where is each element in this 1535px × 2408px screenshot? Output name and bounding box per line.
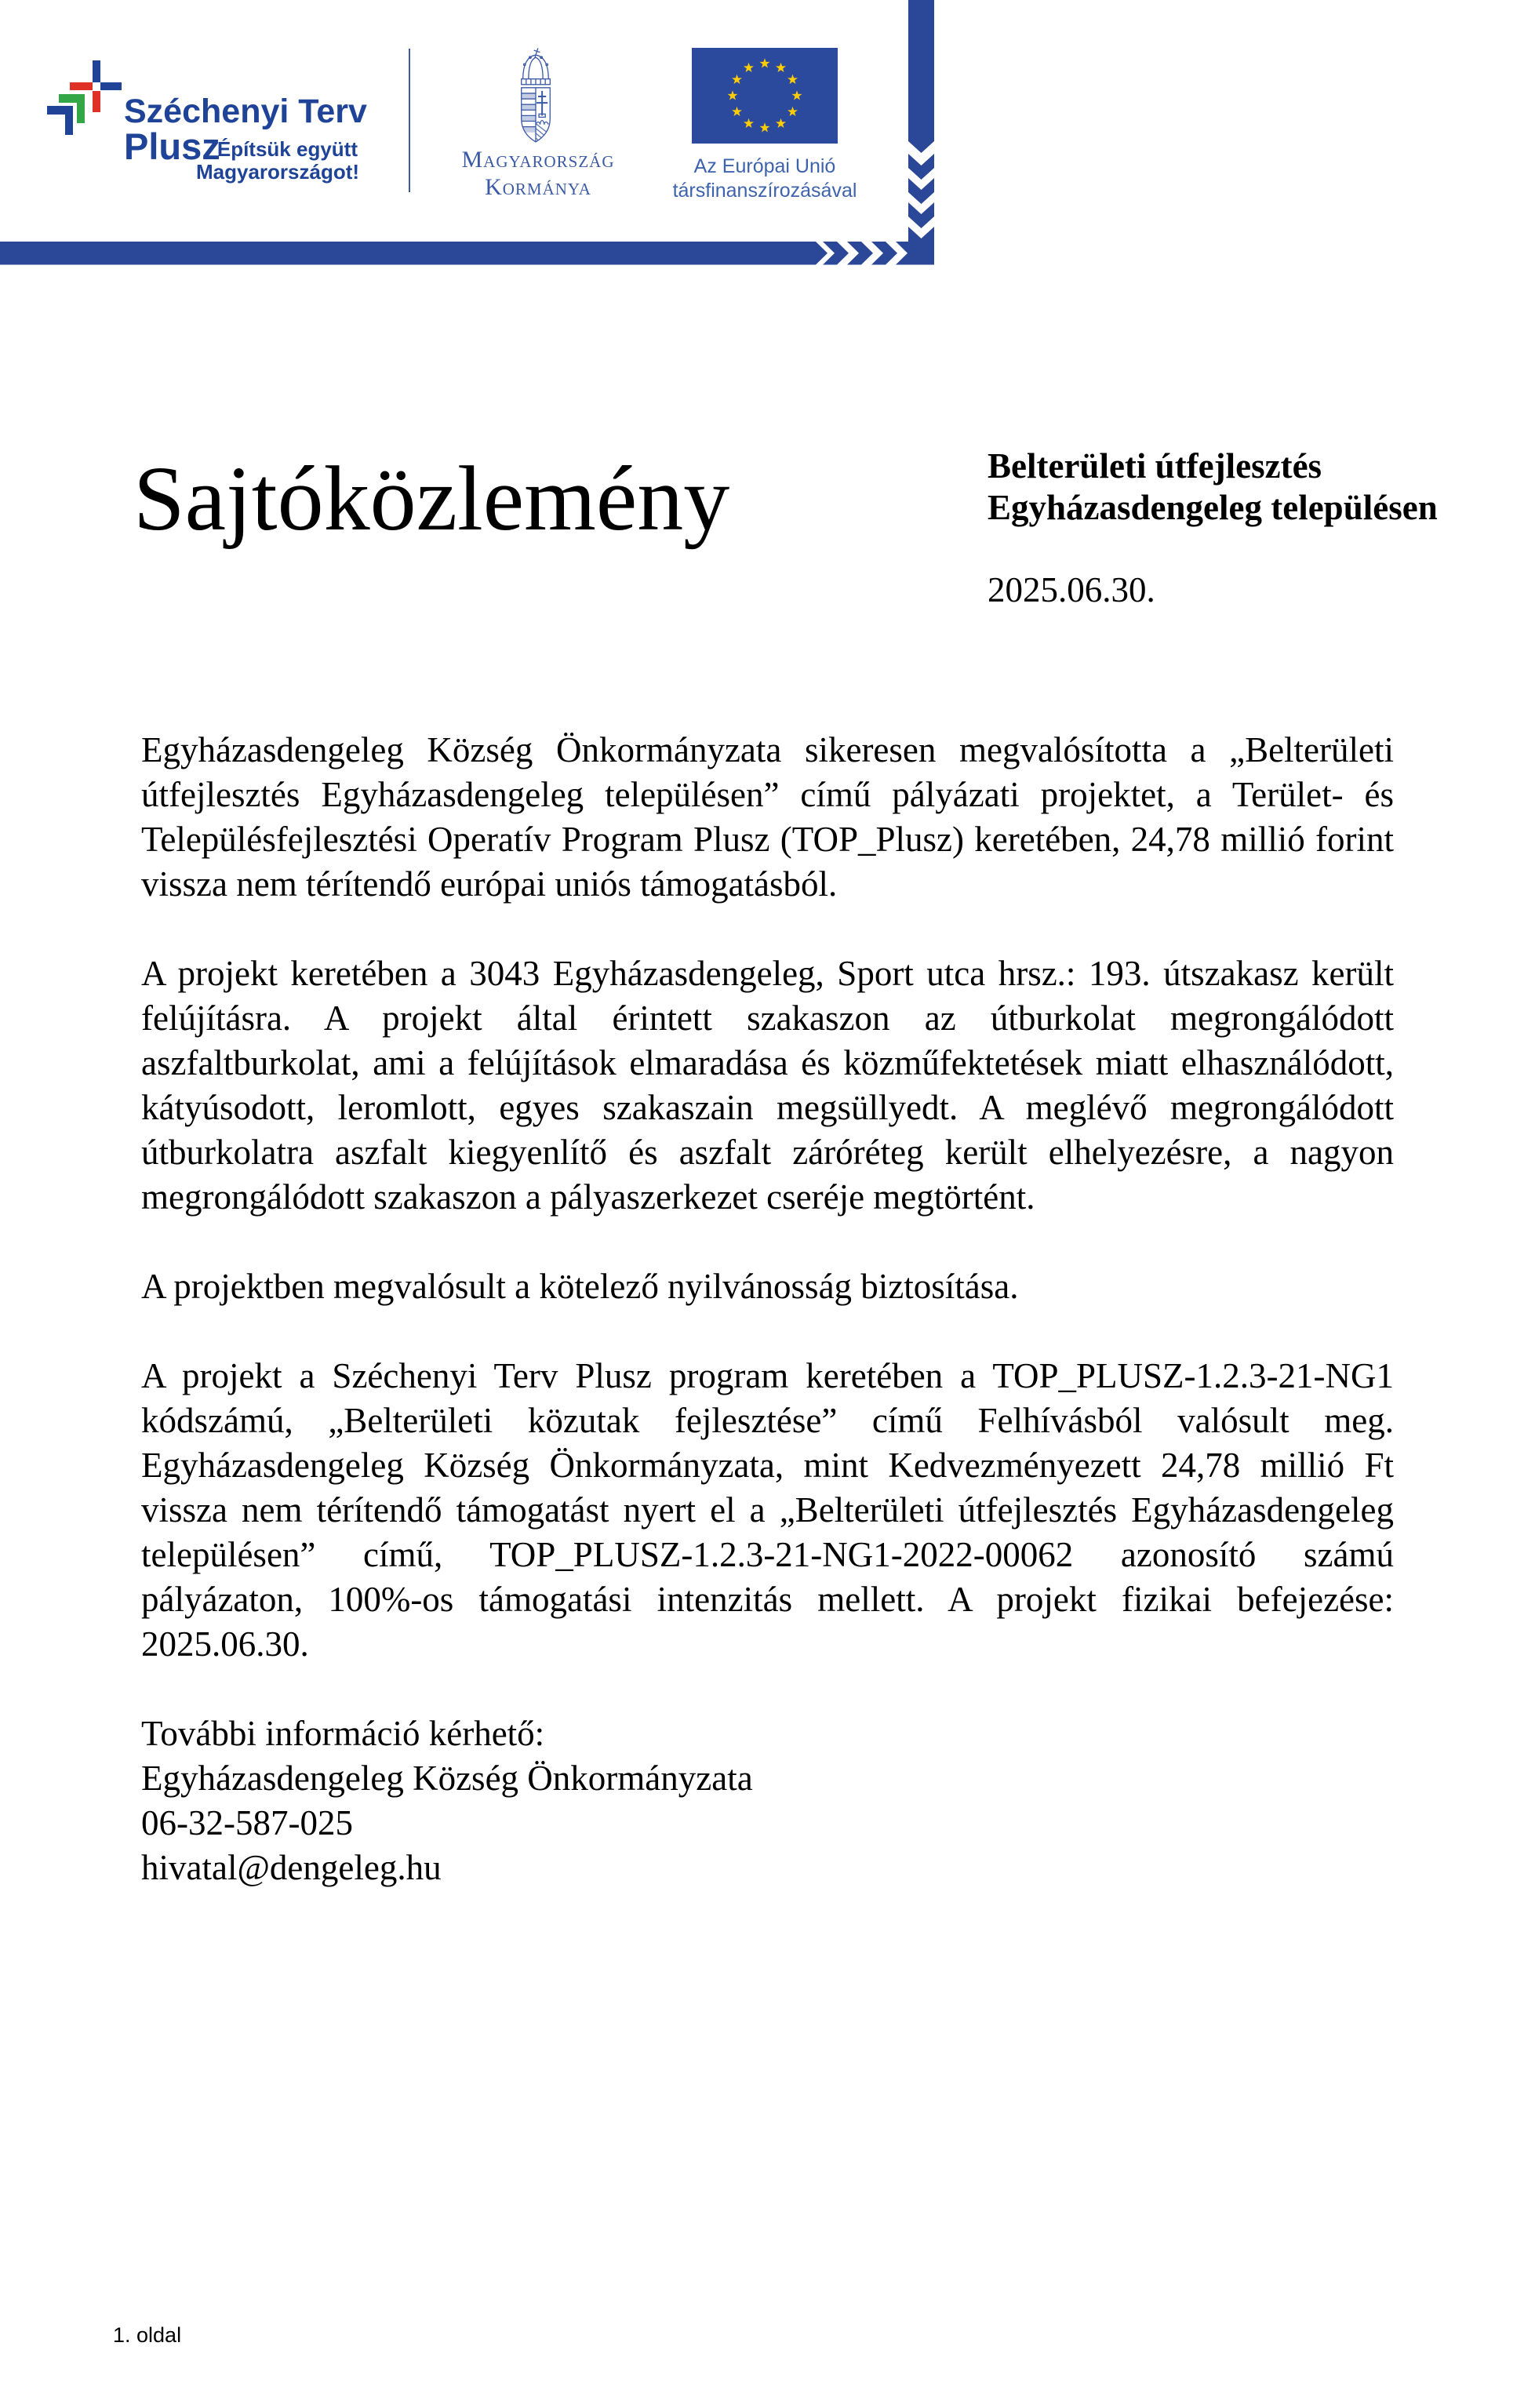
szechenyi-logo-title2: Plusz [124,125,220,167]
eu-flag-icon [692,48,838,144]
contact-block [141,1711,1394,1890]
szechenyi-logo-title: Széchenyi Terv [124,93,367,130]
contact-email: hivatal@dengeleg.hu [141,1848,442,1887]
hungary-coat-of-arms-icon [508,47,563,146]
page-title: Sajtóközlemény [133,447,730,550]
header-divider [409,49,410,192]
eu-text-line1: Az Európai Unió [693,155,836,177]
szechenyi-tagline-line2: Magyarországot! [196,160,360,184]
government-logo-text [439,146,637,201]
eu-cofunding-text [665,155,864,203]
government-name-line1: Magyarország [461,147,615,173]
body-text [141,728,1394,1890]
szechenyi-cross-icon [45,59,132,137]
paragraph-2: A projekt keretében a 3043 Egyházasdengeleg, Sport utca hrsz.: 193. útszakasz került felújításra. A projekt által érintett szakaszon az útburkolat megrongálódott aszfaltburkolat, ami a felújítások elmaradása és közműfektetések miatt elhasználódott, kátyúsodott, leromlott, egyes szakaszain megsüllyedt. A meglévő megrongálódott útburkolatra aszfalt kiegyenlítő és aszfalt záróréteg került elhelyezésre, a nagyon megrongálódott szakaszon a pályaszerkezet cseréje megtörtént. [141,954,1394,1217]
contact-heading: További információ kérhető: [141,1714,545,1753]
paragraph-3: A projektben megvalósult a kötelező nyilvánosság biztosítása. [141,1267,1019,1306]
contact-organization: Egyházasdengeleg Község Önkormányzata [141,1759,753,1798]
szechenyi-logo-tagline [196,138,358,184]
government-name-line2: Kormánya [485,174,591,200]
paragraph-4: A projekt a Széchenyi Terv Plusz program keretében a TOP_PLUSZ-1.2.3-21-NG1 kódszámú, „Belterületi közutak fejlesztése” című Felhívásból valósult meg. Egyházasdengeleg Község Önkormányzata, mint Kedvezményezett 24,78 millió Ft vissza nem térítendő támogatást nyert el a „Belterületi útfejlesztés Egyházasdengeleg településen” című, TOP_PLUSZ-1.2.3-21-NG1-2022-00062 azonosító számú pályázaton, 100%-os támogatási intenzitás mellett. A projekt fizikai befejezése: 2025.06.30. [141,1356,1394,1664]
contact-phone: 06-32-587-025 [141,1803,353,1842]
project-subject-line1: Belterületi útfejlesztés [988,446,1322,486]
szechenyi-tagline-line1: Építsük együtt [216,137,358,161]
project-subject-line2: Egyházasdengeleg településen [988,488,1438,527]
eu-text-line2: társfinanszírozásával [672,180,857,202]
release-date: 2025.06.30. [988,570,1155,609]
page-number-label: 1. oldal [113,2323,182,2347]
paragraph-1: Egyházasdengeleg Község Önkormányzata sikeresen megvalósította a „Belterületi útfejlesztés Egyházasdengeleg településen” című pályázati projektet, a Terület- és Településfejlesztési Operatív Program Plusz (TOP_Plusz) keretében, 24,78 millió forint vissza nem térítendő európai uniós támogatásból. [141,730,1394,904]
project-subject [988,446,1438,529]
